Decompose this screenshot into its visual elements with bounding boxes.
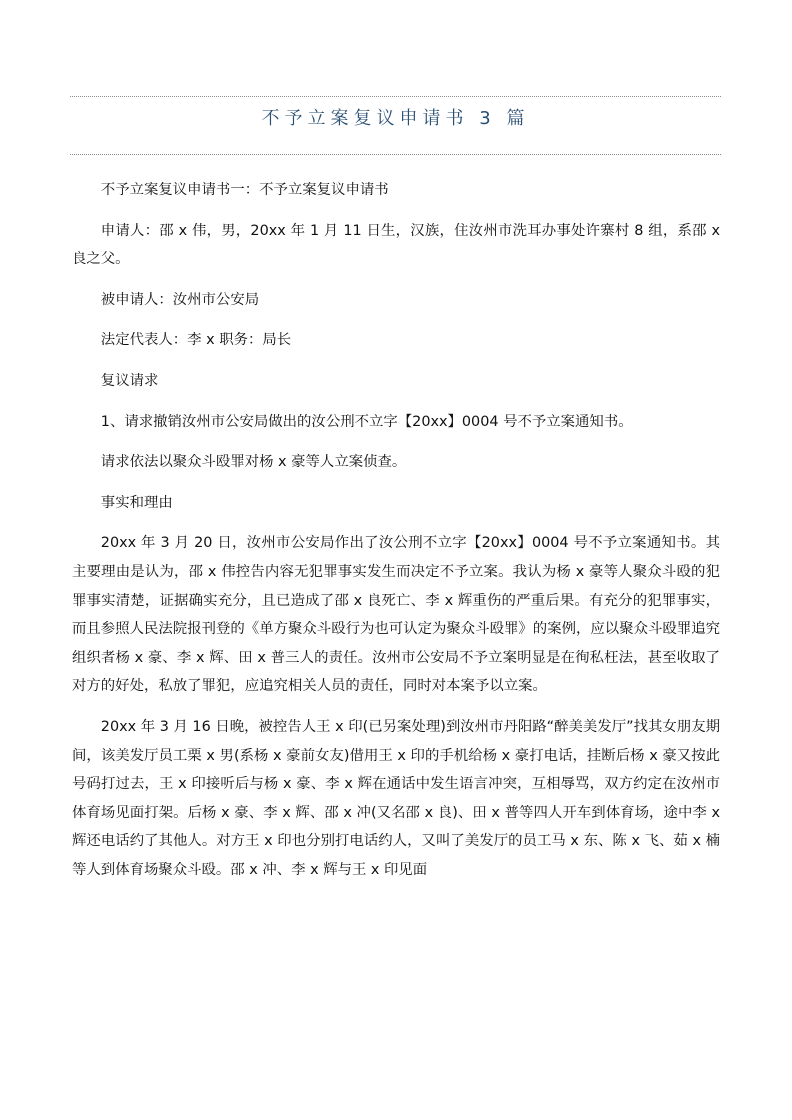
bottom-divider bbox=[70, 154, 721, 155]
page-title: 不予立案复议申请书 3 篇 bbox=[261, 108, 530, 129]
paragraph-facts-two: 20xx 年 3 月 16 日晚，被控告人王 x 印(已另案处理)到汝州市丹阳路“醉美美发厅”找其女朋友期间，该美发厅员工栗 x 男(系杨 x 豪前女友)借用王 x 印的手机给杨 x 豪打电话，挂断后杨 x 豪又按此号码打过去，王 x 印接听后与杨 x 豪、李 x 辉在通话中发生语言冲突，互相辱骂，双方约定在汝州市体育场见面打架。后杨 x 豪、李 x 辉、邵 x 冲(又名邵 x 良)、田 x 普等四人开车到体育场，途中李 x 辉还电话约了其他人。对方王 x 印也分别打电话约人，又叫了美发厅的员工马 x 东、陈 x 飞、茹 x 楠等人到体育场聚众斗殴。邵 x 冲、李 x 辉与王 x 印见面 bbox=[72, 718, 720, 878]
paragraph-facts-heading: 事实和理由 bbox=[100, 494, 173, 511]
paragraph-heading-one: 不予立案复议申请书一：不予立案复议申请书 bbox=[100, 182, 389, 198]
top-divider bbox=[70, 96, 721, 97]
paragraph-request-one: 1、请求撤销汝州市公安局做出的汝公刑不立字【20xx】0004 号不予立案通知书。 bbox=[100, 413, 633, 430]
paragraph-review-request-heading: 复议请求 bbox=[100, 372, 159, 389]
paragraph-request-two: 请求依法以聚众斗殴罪对杨 x 豪等人立案侦查。 bbox=[100, 454, 407, 471]
paragraph-facts-one: 20xx 年 3 月 20 日，汝州市公安局作出了汝公刑不立字【20xx】0004 号不予立案通知书。其主要理由是认为，邵 x 伟控告内容无犯罪事实发生而决定不予立案。我认为杨 x 豪等人聚众斗殴的犯罪事实清楚，证据确实充分，且已造成了邵 x 良死亡、李 x 辉重伤的严重后果。有充分的犯罪事实，而且参照人民法院报刊登的《单方聚众斗殴行为也可认定为聚众斗殴罪》的案例，应以聚众斗殴罪追究组织者杨 x 豪、李 x 辉、田 x 普三人的责任。汝州市公安局不予立案明显是在徇私枉法，甚至收取了对方的好处，私放了罪犯，应追究相关人员的责任，同时对本案予以立案。 bbox=[72, 535, 720, 695]
paragraph-applicant: 申请人：邵 x 伟，男，20xx 年 1 月 11 日生，汉族，住汝州市洗耳办事处许寨村 8 组，系邵 x 良之父。 bbox=[72, 222, 720, 268]
document-body bbox=[72, 176, 720, 896]
paragraph-respondent: 被申请人：汝州市公安局 bbox=[100, 291, 260, 308]
paragraph-legal-representative: 法定代表人：李 x 职务：局长 bbox=[100, 332, 292, 349]
